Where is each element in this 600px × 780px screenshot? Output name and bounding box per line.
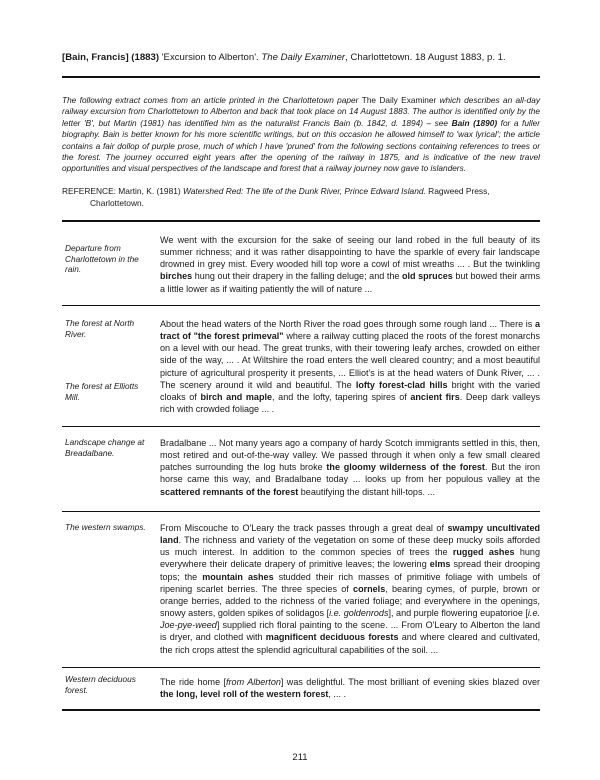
text-run: bright with the varied cloaks of [160, 379, 541, 402]
highlight-term: the gloomy wilderness of the forest [326, 462, 485, 473]
side-note-western: Western deciduous forest. [65, 674, 136, 695]
text-run: , and the lofty, tapering spires of [272, 391, 411, 402]
highlight-term: birches [160, 271, 193, 282]
text-run: From Miscouche to O'Leary the track passes through a great deal of [160, 523, 448, 533]
highlight-term: scattered remnants of the forest [160, 486, 299, 497]
side-note-north-river: The forest at North River. [65, 318, 135, 339]
section-text-departure [160, 234, 540, 295]
text-run: spread their drooping tops; the [160, 559, 541, 582]
section-divider [62, 667, 540, 668]
top-rule [62, 76, 540, 78]
highlight-term: a tract of "the forest primeval" [160, 319, 540, 342]
highlight-term: old spruces [401, 271, 453, 282]
text-run: , bearing cymes, of purple, brown or orange berries, added to the richness of the varied foliage; and everywhere in the openings, snowy asters, golden spikes of solidagos [ [160, 583, 540, 619]
highlight-term: lofty forest-clad hills [355, 379, 448, 390]
text-run: but bowed their arms a little lower as if waiting patiently the will of nature ... [160, 271, 540, 294]
citation-author: [Bain, Francis] (1883) [62, 52, 160, 63]
reference-title: Watershed Red: The life of the Dunk River, Prince Edward Island. [183, 186, 426, 196]
intro-paper-name: The Daily Examiner [361, 95, 437, 105]
highlight-term: ancient firs [410, 391, 460, 402]
text-run: ], and purple flowering eupatorioe [ [388, 608, 528, 619]
page-number: 211 [292, 752, 308, 763]
text-run: beautifying the distant hill-tops. ... [298, 486, 436, 497]
highlight-term: elms [429, 559, 451, 570]
middle-rule [62, 220, 540, 222]
text-run: ] was delightful. The most brilliant of evening skies blazed over [280, 677, 541, 687]
text-run: About the head waters of the North River the road goes through some rough land ... There is [160, 319, 535, 329]
section-text-western [160, 676, 540, 700]
highlight-term: rugged ashes [452, 547, 515, 558]
section-text-forest [160, 318, 540, 415]
citation-header [62, 52, 540, 64]
intro-text-2: which describes an all-day railway excursion from Charlottetown to Alberton and back that took place on 14 August 1883. The author is identified only by the letter 'B', but Martin (1981) has identified him as the naturalist Francis Bain (b. 1842, d. 1894) – see [62, 95, 540, 128]
text-run: . But the iron horse came this way, and Bradalbane today ... looks up from her populous valley at the [160, 462, 540, 485]
highlight-term: cornels [353, 583, 386, 594]
text-run: and where cleared and cultivated, the rich crops attest the splendid agricultural capabilities of the soil. ... [160, 632, 540, 655]
side-note-swamps: The western swamps. [65, 522, 146, 532]
citation-title: 'Excursion to Alberton'. [161, 52, 259, 63]
text-run: ] supplied rich floral painting to the scene. ... From O'Leary to Alberton the land is dryer, and clothed with [160, 620, 540, 643]
section-text-swamps [160, 522, 540, 656]
highlight-term: birch and maple [200, 391, 273, 402]
reference-label: REFERENCE: Martin, K. (1981) [62, 186, 184, 196]
bottom-rule [62, 709, 540, 711]
text-run: The ride home [ [160, 677, 227, 687]
highlight-term: magnificent deciduous forests [265, 632, 399, 643]
text-run: hung out their drapery in the falling deluge; and the [192, 271, 402, 282]
reference-entry [62, 185, 540, 209]
side-note-elliotts-mill: The forest at Elliotts Mill. [65, 381, 139, 402]
side-note-departure: Departure from Charlottetown in the rain. [65, 243, 139, 275]
text-run: studded their rich masses of primitive foliage with umbels of ripening scarlet berries. The three species of [160, 571, 541, 594]
text-run: . Deep dark valleys rich with crowded foliage ... . [160, 391, 540, 415]
text-run: hung everywhere their delicate drapery of primitive leaves; the lowering [160, 547, 540, 570]
section-divider [62, 511, 540, 512]
section-text-breadalbane [160, 437, 540, 498]
section-divider [62, 426, 540, 427]
highlight-term: mountain ashes [202, 571, 274, 582]
highlight-term: the long, level roll of the western forest [160, 689, 329, 700]
italic-term: from Alberton [226, 677, 281, 687]
citation-journal: The Daily Examiner [261, 52, 346, 63]
intro-text-1: The following extract comes from an article printed in the Charlottetown paper [62, 95, 362, 105]
intro-bold-ref: Bain (1890) [451, 117, 498, 128]
intro-text-3: for a fuller biography. Bain is better known for his more scientific writings, but on this occasion he allowed himself to 'wax lyrical'; the article contains a fair dollop of purple prose, much of which I have 'pruned' from the following sections containing references to trees or the forest. The journey occurred eight years after the opening of the railway in 1875, and is indicative of the new travel opportunities and visual perspectives of the landscape and forest that a railway journey now gave to islanders. [62, 117, 540, 174]
text-run: . The richness and variety of the vegetation on some of these deep mucky soils afforded us much interest. In addition to the common species of trees the [160, 535, 540, 558]
highlight-term: swampy uncultivated land [160, 523, 540, 546]
intro-paragraph [62, 95, 540, 175]
italic-term: i.e. goldenrods [329, 608, 389, 619]
text-run: We went with the excursion for the sake of seeing our land robed in the full beauty of its summer richness; and it was rather disappointing to have the sparkle of every fair landscape drowned in grey mist. Every wooded hill top wore a cowl of mist wreaths ... . But the twinkling [160, 235, 540, 270]
text-run: Bradalbane ... Not many years ago a company of hardy Scotch immigrants settled in this, then, most retired and out-of-the-way valley. We passed through it when only a few small cleared patches surrounding the log huts broke [160, 438, 540, 473]
side-note-breadalbane: Landscape change at Breadalbane. [65, 437, 145, 458]
section-divider [62, 305, 540, 306]
text-run: where a railway cutting placed the roots of the forest monarchs on a level with our head. The great trunks, with their towering leafy arches, crowded on either side of the way, ... . At Wiltshire the road enters the well cleared country; and a most beautiful picture of agricultural prosperity it presents, ... Elliot's is at the head waters of Dunk River, ... . The scenery around it wild and beautiful. The [160, 331, 540, 390]
text-run: , ... . [328, 689, 347, 700]
citation-details: , Charlottetown. 18 August 1883, p. 1. [345, 52, 506, 63]
italic-term: i.e. Joe-pye-weed [160, 608, 540, 631]
reference-publisher: Ragweed Press, [425, 186, 490, 196]
reference-place: Charlottetown. [90, 198, 144, 208]
